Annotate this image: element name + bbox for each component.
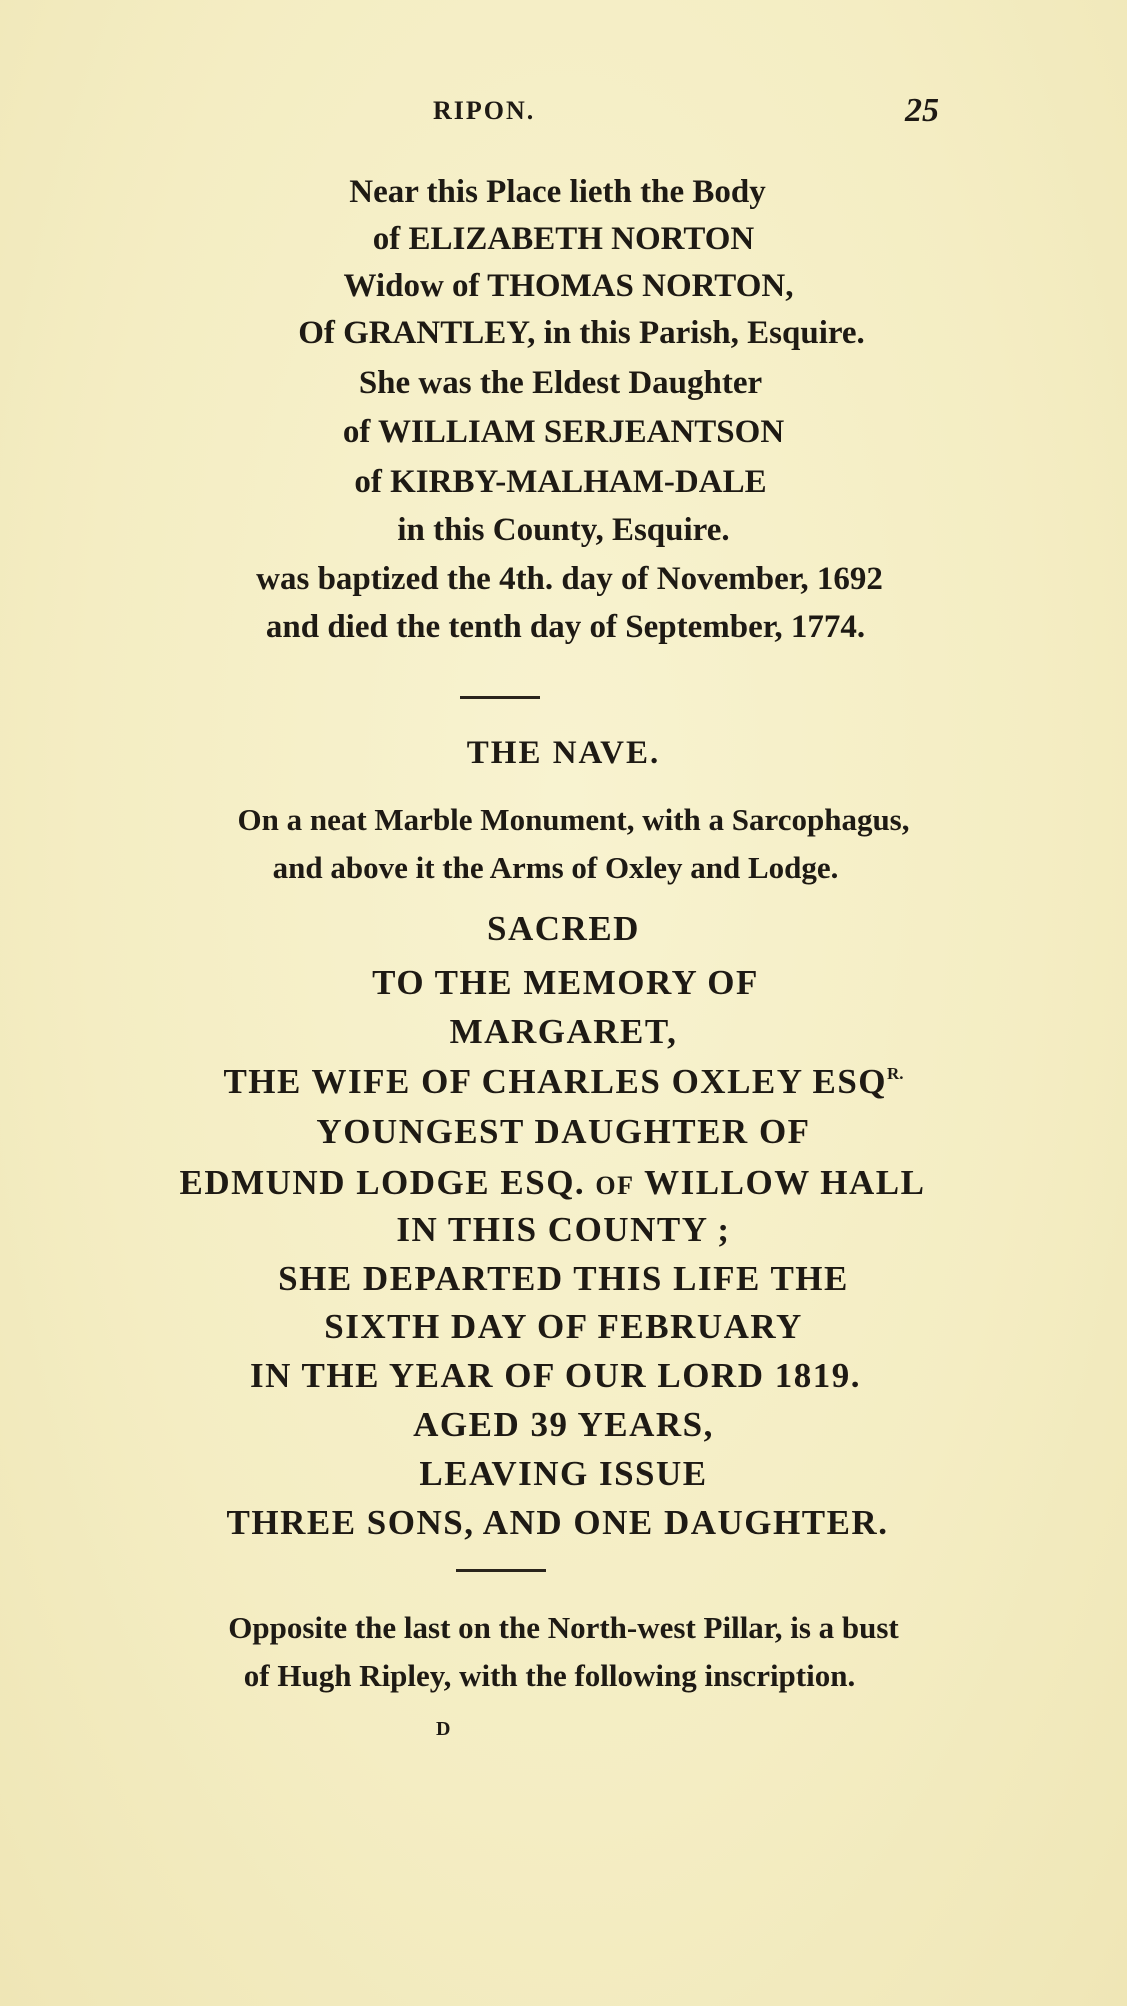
inscription-text: WILLOW HALL xyxy=(644,1163,926,1202)
inscription-line xyxy=(0,1062,1127,1102)
superscript-abbrev: R. xyxy=(887,1064,904,1083)
inscription-line: TO THE MEMORY OF xyxy=(372,963,759,1002)
inscription-line: YOUNGEST DAUGHTER OF xyxy=(316,1112,811,1151)
page-number: 25 xyxy=(905,92,939,129)
epitaph-line: and died the tenth day of September, 1774. xyxy=(265,609,866,645)
small-caps-word: OF xyxy=(595,1171,635,1200)
monument-description-line: On a neat Marble Monument, with a Sarcophagus, xyxy=(237,802,910,837)
monument-description-line: and above it the Arms of Oxley and Lodge. xyxy=(272,850,839,885)
epitaph-line: was baptized the 4th. day of November, 1692 xyxy=(256,561,883,597)
signature-mark: D xyxy=(436,1718,451,1740)
inscription-text: EDMUND LODGE ESQ. xyxy=(179,1163,586,1202)
inscription-line: IN THE YEAR OF OUR LORD 1819. xyxy=(249,1356,861,1395)
inscription-line: THREE SONS, AND ONE DAUGHTER. xyxy=(226,1503,889,1542)
inscription-line: IN THIS COUNTY ; xyxy=(396,1210,731,1249)
epitaph-line: in this County, Esquire. xyxy=(397,512,730,548)
epitaph-line: She was the Eldest Daughter xyxy=(358,365,763,401)
running-head: RIPON. xyxy=(433,96,536,125)
inscription-line: SHE DEPARTED THIS LIFE THE xyxy=(278,1259,849,1298)
inscription-line xyxy=(0,1163,1116,1203)
inscription-line: LEAVING ISSUE xyxy=(419,1454,708,1493)
closing-line: Opposite the last on the North-west Pillar, is a bust xyxy=(228,1610,899,1645)
epitaph-line: Of GRANTLEY, in this Parish, Esquire. xyxy=(298,315,865,351)
inscription-line: MARGARET, xyxy=(449,1012,678,1051)
section-divider xyxy=(460,696,540,699)
epitaph-line: of KIRBY-MALHAM-DALE xyxy=(354,464,767,500)
epitaph-line: Near this Place lieth the Body xyxy=(349,174,766,210)
inscription-line: SACRED xyxy=(487,909,640,948)
closing-line: of Hugh Ripley, with the following inscription. xyxy=(243,1658,856,1693)
epitaph-line: Widow of THOMAS NORTON, xyxy=(343,268,794,304)
section-heading: THE NAVE. xyxy=(466,735,661,771)
page-header xyxy=(0,92,1127,132)
inscription-line: SIXTH DAY OF FEBRUARY xyxy=(324,1307,803,1346)
epitaph-line: of WILLIAM SERJEANTSON xyxy=(342,414,785,450)
inscription-line: AGED 39 YEARS, xyxy=(413,1405,714,1444)
epitaph-line: of ELIZABETH NORTON xyxy=(372,221,755,257)
inscription-text: THE WIFE OF CHARLES OXLEY ESQ xyxy=(223,1062,888,1101)
section-divider xyxy=(456,1569,546,1572)
